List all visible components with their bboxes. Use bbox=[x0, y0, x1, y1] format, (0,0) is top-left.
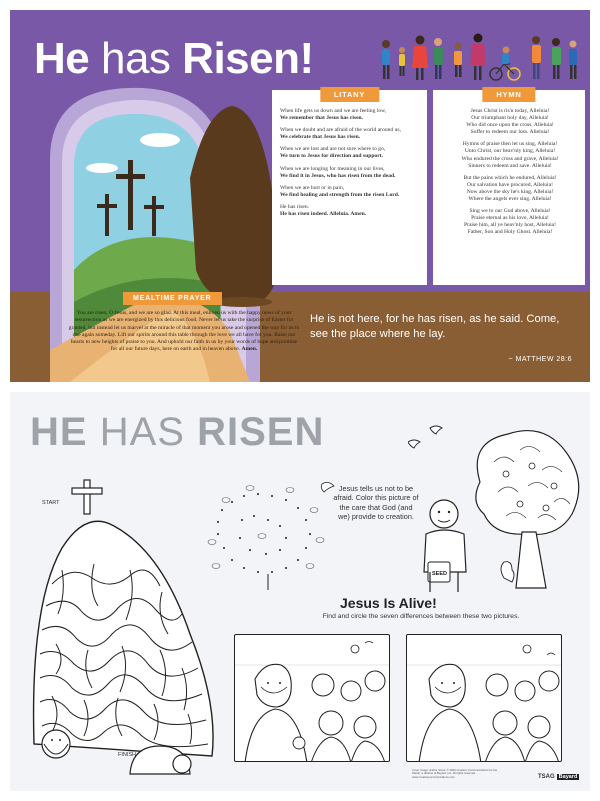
sun-icon bbox=[523, 645, 531, 653]
hymn-verse: Jesus Christ is ris'n today, Alleluia! Our triumphant holy day, Alleluia! Who did once upon the cross, Alleluia! Suffer to redeem our loss. Alleluia! bbox=[466, 108, 554, 136]
seed-bag-label: SEED bbox=[432, 571, 447, 577]
litany-response: We remember that Jesus has risen. bbox=[280, 115, 364, 122]
scripture-reference: ~ MATTHEW 28:6 bbox=[508, 356, 572, 363]
bird-icon bbox=[547, 653, 555, 655]
title-word-has: HAS bbox=[99, 410, 185, 454]
dot-points bbox=[217, 493, 311, 573]
litany-line: When we doubt and are afraid of the world around us, bbox=[280, 127, 402, 134]
squirrel-icon bbox=[501, 562, 514, 582]
litany-line: When we are hurt or in pain, bbox=[280, 184, 345, 191]
bicycle-icon bbox=[490, 47, 520, 81]
easter-placemat-front bbox=[10, 10, 590, 382]
person-figure bbox=[412, 36, 428, 81]
litany-card bbox=[272, 90, 427, 285]
prayer-amen: Amen. bbox=[241, 346, 258, 353]
scripture-quote: He is not here, for he has risen, as he said. Come, see the place where he lay. bbox=[310, 313, 560, 340]
person-figure bbox=[532, 36, 541, 79]
bird-icon bbox=[365, 642, 373, 644]
maze-start-label: START bbox=[42, 500, 60, 506]
jesus-with-children-drawing bbox=[235, 635, 390, 762]
litany-response: We celebrate that Jesus has risen. bbox=[280, 134, 361, 141]
title-word-he: He bbox=[34, 34, 90, 83]
litany-line: He has risen. bbox=[280, 203, 310, 210]
spot-difference-title: Jesus Is Alive! bbox=[340, 595, 437, 611]
litany-stanza bbox=[280, 185, 421, 199]
spot-difference-picture-right[interactable] bbox=[406, 634, 562, 762]
copyright-fine-print: Cover image: Adobe Stock. © 2020 Creative Communications for the Parish, a division of Bayard, Inc. All rights reserved. www.creativecommunications.com bbox=[412, 768, 498, 779]
bird-icon bbox=[430, 426, 442, 434]
ball-icon bbox=[293, 737, 305, 749]
brand-tag: Bayard bbox=[558, 774, 578, 780]
spot-difference-instructions: Find and circle the seven differences between these two pictures. bbox=[322, 613, 520, 620]
hymn-verse: But the pains which he endured, Alleluia! Our salvation have procured, Alleluia! Now above the sky he's king, Alleluia! Where the angels ever sing. Alleluia! bbox=[463, 174, 557, 203]
activity-title bbox=[30, 410, 324, 455]
sun-icon bbox=[351, 645, 359, 653]
litany-response: He has risen indeed. Alleluia. Amen. bbox=[280, 211, 367, 218]
title-word-he: HE bbox=[30, 410, 88, 454]
person-figure bbox=[470, 34, 486, 81]
procession-illustration bbox=[376, 24, 582, 86]
person-figure bbox=[399, 47, 405, 76]
title-word-has: has bbox=[100, 34, 171, 83]
poster-title bbox=[34, 34, 314, 84]
person-figure bbox=[569, 41, 577, 80]
person-figure bbox=[454, 43, 462, 78]
litany-stanza bbox=[280, 146, 421, 160]
easter-placemat-activity-side bbox=[10, 392, 590, 791]
mealtime-prayer-text bbox=[68, 310, 300, 354]
title-word-risen: Risen! bbox=[182, 34, 314, 83]
hymn-verse: Sing we to our God above, Alleluia! Praise eternal as his love, Alleluia! Praise him, all ye heav'nly host, Alleluia! Father, Son and Holy Ghost. Alleluia! bbox=[463, 208, 557, 236]
mealtime-prayer-header: MEALTIME PRAYER bbox=[123, 292, 222, 305]
litany-stanza bbox=[280, 108, 421, 122]
litany-response: We find healing and strength from the risen Lord. bbox=[280, 191, 400, 198]
hymn-header: HYMN bbox=[482, 87, 535, 102]
cross-maze-puzzle[interactable] bbox=[22, 474, 228, 786]
maze-finish-label: FINISH bbox=[118, 752, 137, 758]
publisher-logo bbox=[538, 774, 579, 780]
dot-to-dot-puzzle[interactable] bbox=[202, 480, 338, 592]
litany-line: When we are longing for meaning in our lives, bbox=[280, 165, 385, 172]
hymn-verse: Hymns of praise then let us sing, Alleluia! Unto Christ, our heav'nly king, Alleluia! Who endured the cross and grave, Alleluia! Sinners to redeem and save. Alleluia! bbox=[461, 141, 559, 169]
litany-response: We turn to Jesus for direction and support. bbox=[280, 153, 383, 160]
brand-mark: TSAG bbox=[538, 774, 555, 780]
litany-line: When life gets us down and we are feeling low, bbox=[280, 108, 387, 114]
litany-stanza bbox=[280, 166, 421, 180]
litany-line: When we are lost and are not sure where to go, bbox=[280, 146, 386, 153]
title-word-risen: RISEN bbox=[197, 410, 325, 454]
coloring-picture-boy-and-tree[interactable] bbox=[408, 422, 584, 594]
hymn-text bbox=[441, 108, 579, 242]
litany-header: LITANY bbox=[320, 87, 379, 102]
person-figure bbox=[434, 38, 443, 79]
person-figure bbox=[382, 40, 390, 79]
bird-icon bbox=[408, 440, 420, 448]
litany-text bbox=[280, 108, 421, 223]
coloring-instructions: Jesus tells us not to be afraid. Color this picture of the care that God (and we) provide to creation. bbox=[333, 484, 419, 522]
litany-response: We find it in Jesus, who has risen from the dead. bbox=[280, 172, 396, 179]
litany-stanza bbox=[280, 127, 421, 141]
litany-stanza bbox=[280, 204, 421, 218]
prayer-body-text: You are risen, O Jesus, and we are so glad. At this meal, enliven us with the happy news of your resurrection as we are energized by this delicious food. Never let us take the surprise of Easter for granted, but instead let us marvel at the miracle of that moment you arose and opened the way for us to rise again someday. Lift our spirits around this table through the love we all have for you. Raise our hearts to new heights of praise to you. And uphold our faith in us by your words of hope and promise for all our future days, here on earth and in heaven above. bbox=[68, 310, 300, 353]
person-figure bbox=[552, 38, 561, 79]
spot-difference-picture-left[interactable] bbox=[234, 634, 390, 762]
jesus-with-children-drawing bbox=[407, 635, 562, 762]
hymn-card bbox=[433, 90, 585, 285]
leaf-outlines bbox=[208, 486, 324, 569]
